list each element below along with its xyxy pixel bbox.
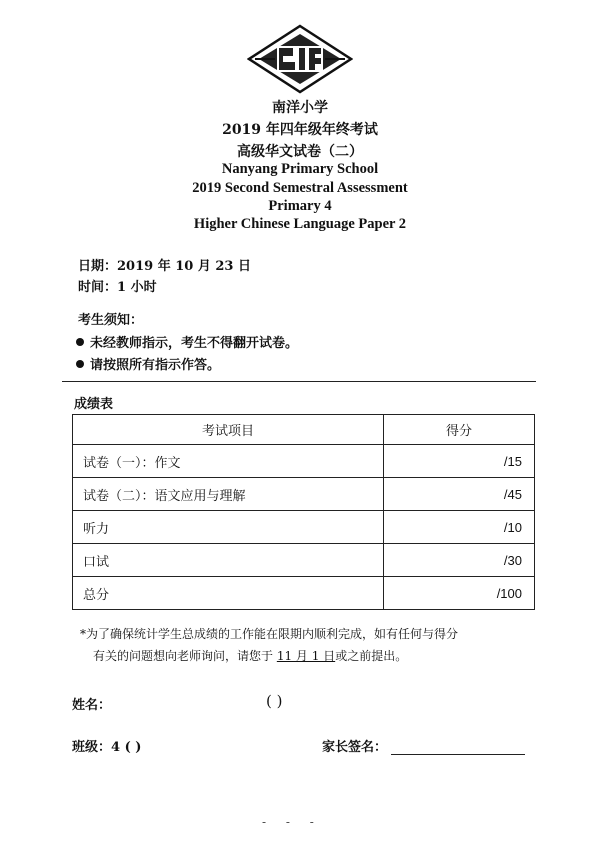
row-score: /15 <box>384 445 535 478</box>
row-item: 口试 <box>73 544 384 577</box>
table-row <box>73 511 535 544</box>
column-header-item: 考试项目 <box>73 415 384 445</box>
paper-title-en: Higher Chinese Language Paper 2 <box>193 216 407 232</box>
section-divider <box>62 381 536 382</box>
signature-line[interactable] <box>391 740 525 755</box>
bullet-icon <box>76 360 84 368</box>
instruction-item <box>76 332 298 351</box>
score-table-caption: 成绩表 <box>74 397 114 412</box>
note-text: 有关的问题想向老师询问，请您于 <box>93 649 277 663</box>
table-row <box>73 544 535 577</box>
level-en: Primary 4 <box>268 198 332 214</box>
name-paren: ( ) <box>266 692 283 710</box>
exam-date: 日期：2019 年 10 月 23 日 <box>78 259 251 274</box>
instructions-heading: 考生须知： <box>78 313 144 328</box>
school-name-cn: 南洋小学 <box>272 100 328 116</box>
parent-signature-field[interactable] <box>322 736 525 755</box>
page-footer: - - - <box>262 815 322 829</box>
note-text: 或之前提出。 <box>335 649 408 663</box>
note-deadline: 11 月 1 日 <box>276 649 336 663</box>
score-table <box>72 414 535 610</box>
table-row <box>73 577 535 610</box>
bullet-icon <box>76 338 84 346</box>
parent-signature-label: 家长签名： <box>322 740 388 755</box>
row-item: 试卷（二）：语文应用与理解 <box>73 478 384 511</box>
note-line-1: *为了确保统计学生总成绩的工作能在限期内顺利完成，如有任何与得分 <box>80 627 459 641</box>
instruction-text: 请按照所有指示作答。 <box>90 358 221 373</box>
row-item: 试卷（一）：作文 <box>73 445 384 478</box>
row-item: 听力 <box>73 511 384 544</box>
note-line-2 <box>93 646 407 666</box>
instruction-text: 未经教师指示，考生不得翻开试卷。 <box>90 336 299 351</box>
paper-title-cn: 高级华文试卷（二） <box>237 144 363 160</box>
table-header-row <box>73 415 535 445</box>
row-score: /45 <box>384 478 535 511</box>
instruction-item <box>76 354 220 373</box>
school-name-en: Nanyang Primary School <box>221 161 379 177</box>
name-label: 姓名： <box>72 698 112 713</box>
exam-title-cn: 2019 年四年级年终考试 <box>222 122 378 138</box>
class-field: 班级：4 ( ) <box>72 740 142 755</box>
table-row <box>73 478 535 511</box>
exam-duration: 时间：1 小时 <box>78 280 157 295</box>
row-score: /30 <box>384 544 535 577</box>
row-item: 总分 <box>73 577 384 610</box>
table-row <box>73 445 535 478</box>
row-score: /100 <box>384 577 535 610</box>
exam-title-en: 2019 Second Semestral Assessment <box>192 180 408 196</box>
school-crest-logo <box>247 24 353 94</box>
row-score: /10 <box>384 511 535 544</box>
column-header-score: 得分 <box>384 415 535 445</box>
